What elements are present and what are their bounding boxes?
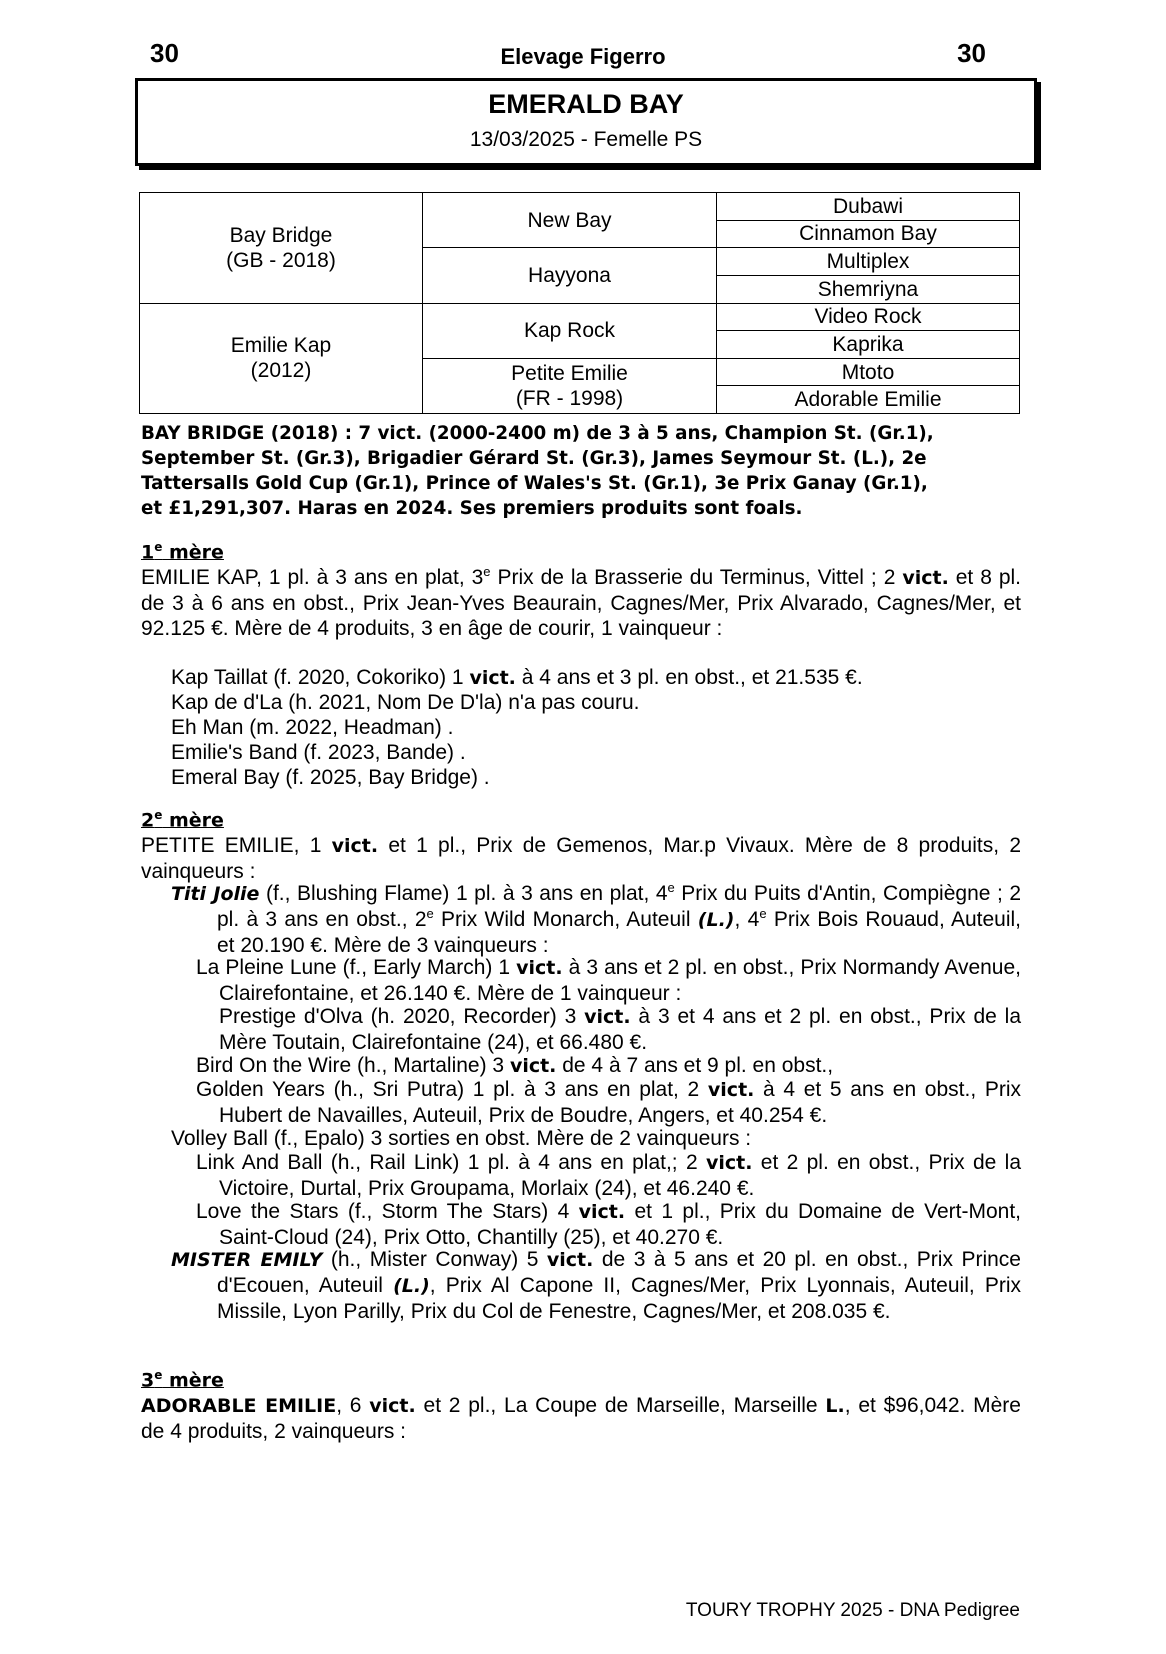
- first-dam-heading: 1e mère: [141, 540, 224, 564]
- progeny-item: Bird On the Wire (h., Martaline) 3 vict. de 4 à 7 ans et 9 pl. en obst.,: [196, 1054, 834, 1077]
- ancestor-cell: Dubawi: [717, 193, 1020, 221]
- sire-sire-cell: [423, 193, 717, 248]
- dam-name: Emilie Kap: [230, 334, 332, 358]
- sire-info: (GB - 2018): [226, 248, 336, 272]
- progeny-item: Link And Ball (h., Rail Link) 1 pl. à 4 ans en plat,; 2 vict. et 2 pl. en obst., Prix de la Victoire, Durtal, Prix Groupama, Morlaix (24), et 46.240 €.: [196, 1151, 1021, 1200]
- sire-dam-name: Hayyona: [528, 263, 611, 287]
- third-dam-heading: 3e mère: [141, 1368, 224, 1392]
- sire-cell: [140, 193, 423, 304]
- ancestor-cell: Shemriyna: [717, 275, 1020, 303]
- sire-name: Bay Bridge: [229, 223, 333, 247]
- sire-sire-name: New Bay: [527, 208, 612, 232]
- progeny-item: Kap de d'La (h. 2021, Nom De D'la) n'a pas couru.: [171, 691, 640, 714]
- pedigree-table: [139, 192, 1020, 414]
- sire-summary-line: et £1,291,307. Haras en 2024. Ses premiers produits sont foals.: [141, 498, 803, 519]
- second-dam-heading: 2e mère: [141, 808, 224, 832]
- sire-summary-line: BAY BRIDGE (2018) : 7 vict. (2000-2400 m) de 3 à 5 ans, Champion St. (Gr.1),: [141, 423, 934, 444]
- ancestor-cell: Video Rock: [717, 303, 1020, 331]
- progeny-item: Golden Years (h., Sri Putra) 1 pl. à 3 ans en plat, 2 vict. à 4 et 5 ans en obst., Prix Hubert de Navailles, Auteuil, Prix de Boudre, Angers, et 40.254 €.: [196, 1078, 1021, 1127]
- progeny-item: La Pleine Lune (f., Early March) 1 vict. à 3 ans et 2 pl. en obst., Prix Normandy Avenue, Clairefontaine, et 26.140 €. Mère de 1 vainqueur :: [196, 956, 1021, 1005]
- sire-summary-line: Tattersalls Gold Cup (Gr.1), Prince of Wales's St. (Gr.1), 3e Prix Ganay (Gr.1),: [141, 473, 928, 494]
- second-dam-paragraph: PETITE EMILIE, 1 vict. et 1 pl., Prix de Gemenos, Mar.p Vivaux. Mère de 8 produits, 2 vainqueurs :: [141, 834, 1021, 883]
- dam-sire-cell: [423, 303, 717, 358]
- seller-name: Elevage Figerro: [500, 44, 666, 69]
- progeny-item: Titi Jolie (f., Blushing Flame) 1 pl. à 3 ans en plat, 4e Prix du Puits d'Antin, Compiègne ; 2 pl. à 3 ans en obst., 2e Prix Wild Monarch, Auteuil (L.), 4e Prix Bois Rouaud, Auteuil, et 20.190 €. Mère de 3 vainqueurs :: [171, 880, 1022, 957]
- third-dam-paragraph: ADORABLE EMILIE, 6 vict. et 2 pl., La Coupe de Marseille, Marseille L., et $96,042. Mère de 4 produits, 2 vainqueurs :: [141, 1394, 1021, 1443]
- first-dam-paragraph: EMILIE KAP, 1 pl. à 3 ans en plat, 3e Prix de la Brasserie du Terminus, Vittel ; 2 vict. et 8 pl. de 3 à 6 ans en obst., Prix Jean-Yves Beaurain, Cagnes/Mer, Prix Alvarado, Cagnes/Mer, et 92.125 €. Mère de 4 produits, 3 en âge de courir, 1 vainqueur :: [141, 564, 1021, 640]
- dam-cell: [140, 303, 423, 414]
- horse-details: 13/03/2025 - Femelle PS: [469, 128, 703, 151]
- ancestor-cell: Cinnamon Bay: [717, 220, 1020, 248]
- progeny-item: Volley Ball (f., Epalo) 3 sorties en obst. Mère de 2 vainqueurs :: [171, 1127, 752, 1150]
- dam-dam-info: (FR - 1998): [515, 386, 624, 410]
- progeny-item: MISTER EMILY (h., Mister Conway) 5 vict. de 3 à 5 ans et 20 pl. en obst., Prix Prince d'Ecouen, Auteuil (L.), Prix Al Capone II, Cagnes/Mer, Prix Lyonnais, Auteuil, Prix Missile, Lyon Parilly, Prix du Col de Fenestre, Cagnes/Mer, et 208.035 €.: [171, 1248, 1021, 1323]
- ancestor-cell: Mtoto: [717, 358, 1020, 386]
- ancestor-cell: Kaprika: [717, 331, 1020, 359]
- progeny-item: Love the Stars (f., Storm The Stars) 4 vict. et 1 pl., Prix du Domaine de Vert-Mont, Saint-Cloud (24), Prix Otto, Chantilly (25), et 40.270 €.: [196, 1200, 1021, 1249]
- ancestor-cell: Multiplex: [717, 248, 1020, 276]
- progeny-item: Emilie's Band (f. 2023, Bande) .: [171, 741, 466, 764]
- horse-name: EMERALD BAY: [488, 89, 684, 119]
- progeny-item: Eh Man (m. 2022, Headman) .: [171, 716, 454, 739]
- progeny-item: Prestige d'Olva (h. 2020, Recorder) 3 vict. à 3 et 4 ans et 2 pl. en obst., Prix de la Mère Toutain, Clairefontaine (24), et 66.480 €.: [219, 1005, 1021, 1054]
- sire-summary-line: September St. (Gr.3), Brigadier Gérard St. (Gr.3), James Seymour St. (L.), 2e: [141, 448, 927, 469]
- ancestor-cell: Adorable Emilie: [717, 386, 1020, 414]
- sire-summary: [141, 421, 1021, 521]
- horse-title-box: [135, 78, 1037, 166]
- dam-info: (2012): [250, 359, 312, 383]
- dam-sire-name: Kap Rock: [523, 319, 616, 343]
- page-number-right: 30: [957, 38, 986, 68]
- progeny-item: Kap Taillat (f. 2020, Cokoriko) 1 vict. à 4 ans et 3 pl. en obst., et 21.535 €.: [171, 666, 863, 689]
- dam-dam-name: Petite Emilie: [511, 361, 628, 385]
- page-footer: TOURY TROPHY 2025 - DNA Pedigree: [685, 1600, 1020, 1621]
- progeny-item: Emeral Bay (f. 2025, Bay Bridge) .: [171, 766, 490, 789]
- page-number-left: 30: [150, 38, 179, 68]
- dam-dam-cell: [423, 358, 717, 413]
- sire-dam-cell: [423, 248, 717, 303]
